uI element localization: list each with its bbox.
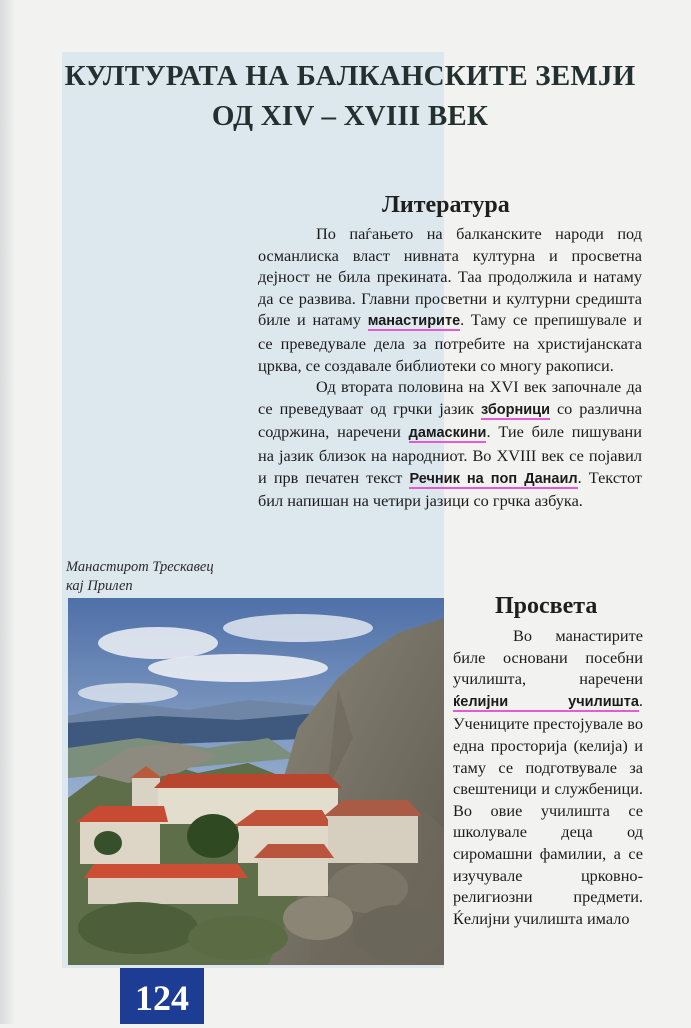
page-edge	[0, 0, 14, 1024]
literatura-paragraph-2	[258, 376, 642, 512]
text-run: . Тие биле пишувани на јазик близок на народниот. Во XVIII век се појавил и прв печатен текст	[258, 422, 642, 487]
page-number: 124	[120, 968, 204, 1024]
text-run: со различна содржина, наречени	[258, 398, 642, 442]
bold-term-recnik: Речник на поп Данаил	[409, 470, 578, 487]
text-run: . Таму се препишувале и се преведувале дела за потребите на христијанската црква, се создавале библиотеки со многу ракописи.	[258, 310, 642, 375]
bold-term-damaskini: дамаскини	[408, 425, 487, 442]
photo-caption-line-2: кај Прилеп	[66, 578, 133, 594]
prosveta-text	[453, 625, 643, 929]
page-title-line-1: КУЛТУРАТА НА БАЛКАНСКИТЕ ЗЕМЈИ	[64, 60, 636, 92]
monastery-illustration	[68, 598, 444, 965]
literatura-text	[258, 223, 642, 512]
page-title	[40, 56, 660, 136]
literatura-paragraph-1	[258, 223, 642, 376]
bold-term-manastirite: манастирите	[367, 313, 461, 330]
heading-literatura: Литература	[382, 192, 510, 218]
prosveta-paragraph-1	[453, 625, 643, 929]
text-run: . Текстот бил напишан на четири јазици со грчка азбука.	[258, 467, 642, 511]
monastery-photo	[68, 598, 444, 965]
bold-term-zbornici: зборници	[480, 401, 551, 418]
text-run: Од втората половина на XVI век започнале да се преведуваат од грчки јазик	[258, 377, 642, 418]
text-run: Во манастирите биле основани посебни училишта, наречени	[453, 626, 643, 689]
bold-term-kelijni-ucilista: ќелијни училишта	[453, 693, 639, 710]
text-run: По паѓањето на балканските народи под османлиска власт нивната културна и просветна дејност не била прекината. Таа продолжила и натаму да се развива. Главни просветни и културни средишта биле и натаму	[258, 224, 642, 330]
photo-caption	[66, 558, 214, 596]
page-title-line-2: ОД XIV – XVIII ВЕК	[211, 100, 489, 132]
heading-prosveta: Просвета	[495, 593, 598, 619]
text-run: . Учениците престојувале во една просторија (келија) и таму се подготвувале за свештеници и службеници. Во овие училишта се школувале деца од сиромашни фамилии, а се изучувале црковно-религиозни предмети. Ќелијни училишта имало	[453, 690, 643, 928]
photo-caption-line-1: Манастирот Трескавец	[66, 559, 214, 575]
